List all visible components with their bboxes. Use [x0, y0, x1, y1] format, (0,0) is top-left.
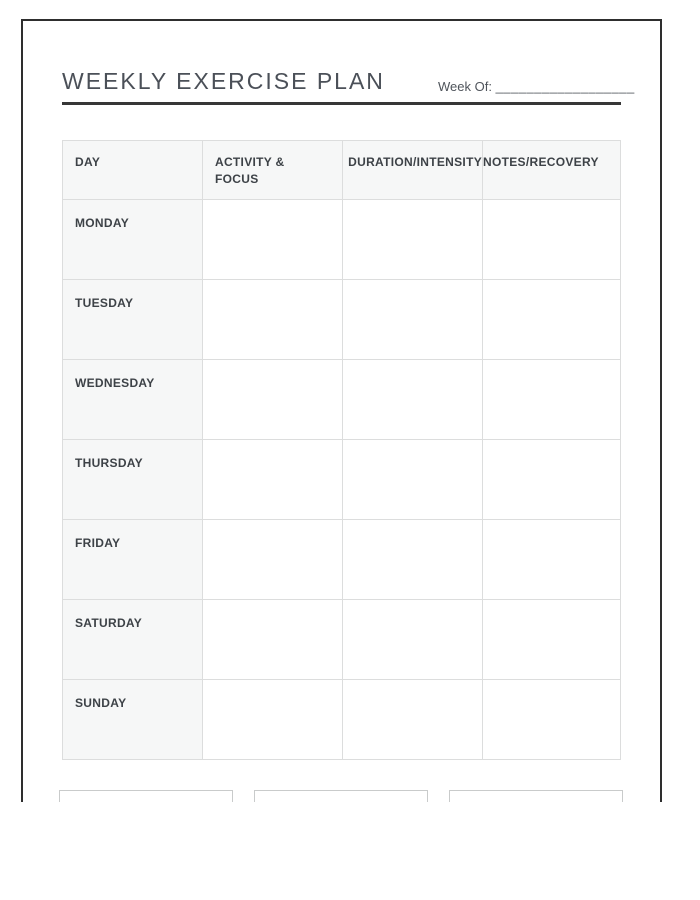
table-row	[63, 440, 621, 520]
page-title: WEEKLY EXERCISE PLAN	[62, 68, 385, 94]
exercise-table-container	[62, 140, 621, 760]
week-of-field	[438, 79, 635, 94]
week-of-label: Week Of:	[438, 79, 492, 94]
footer-box-2[interactable]	[254, 790, 428, 802]
notes-cell[interactable]	[483, 600, 621, 680]
notes-cell[interactable]	[483, 360, 621, 440]
duration-cell[interactable]	[343, 680, 483, 760]
notes-cell[interactable]	[483, 680, 621, 760]
duration-cell[interactable]	[343, 440, 483, 520]
footer-box-3[interactable]	[449, 790, 623, 802]
activity-cell[interactable]	[203, 680, 343, 760]
duration-cell[interactable]	[343, 360, 483, 440]
footer-boxes	[59, 790, 623, 802]
table-row	[63, 200, 621, 280]
column-header-duration: DURATION/INTENSITY	[343, 141, 483, 200]
footer-box-1[interactable]	[59, 790, 233, 802]
duration-cell[interactable]	[343, 600, 483, 680]
table-body	[63, 200, 621, 760]
day-label-cell: WEDNESDAY	[63, 360, 203, 440]
notes-cell[interactable]	[483, 520, 621, 600]
column-header-activity-label: ACTIVITY & FOCUS	[215, 155, 285, 186]
notes-cell[interactable]	[483, 440, 621, 520]
table-row	[63, 280, 621, 360]
duration-cell[interactable]	[343, 520, 483, 600]
activity-cell[interactable]	[203, 360, 343, 440]
notes-cell[interactable]	[483, 200, 621, 280]
table-row	[63, 360, 621, 440]
day-label-cell: FRIDAY	[63, 520, 203, 600]
activity-cell[interactable]	[203, 200, 343, 280]
table-row	[63, 600, 621, 680]
column-header-activity	[203, 141, 343, 200]
week-of-blank-line[interactable]: __________________	[495, 79, 635, 94]
planner-page	[21, 19, 662, 802]
day-label-cell: THURSDAY	[63, 440, 203, 520]
exercise-table	[62, 140, 621, 760]
day-label-cell: SUNDAY	[63, 680, 203, 760]
activity-cell[interactable]	[203, 520, 343, 600]
column-header-day: DAY	[63, 141, 203, 200]
title-divider-rule	[62, 102, 621, 105]
day-label-cell: MONDAY	[63, 200, 203, 280]
day-label-cell: TUESDAY	[63, 280, 203, 360]
activity-cell[interactable]	[203, 280, 343, 360]
notes-cell[interactable]	[483, 280, 621, 360]
table-row	[63, 520, 621, 600]
table-header-row	[63, 141, 621, 200]
activity-cell[interactable]	[203, 440, 343, 520]
activity-cell[interactable]	[203, 600, 343, 680]
column-header-notes: NOTES/RECOVERY	[483, 141, 621, 200]
day-label-cell: SATURDAY	[63, 600, 203, 680]
table-row	[63, 680, 621, 760]
duration-cell[interactable]	[343, 200, 483, 280]
duration-cell[interactable]	[343, 280, 483, 360]
